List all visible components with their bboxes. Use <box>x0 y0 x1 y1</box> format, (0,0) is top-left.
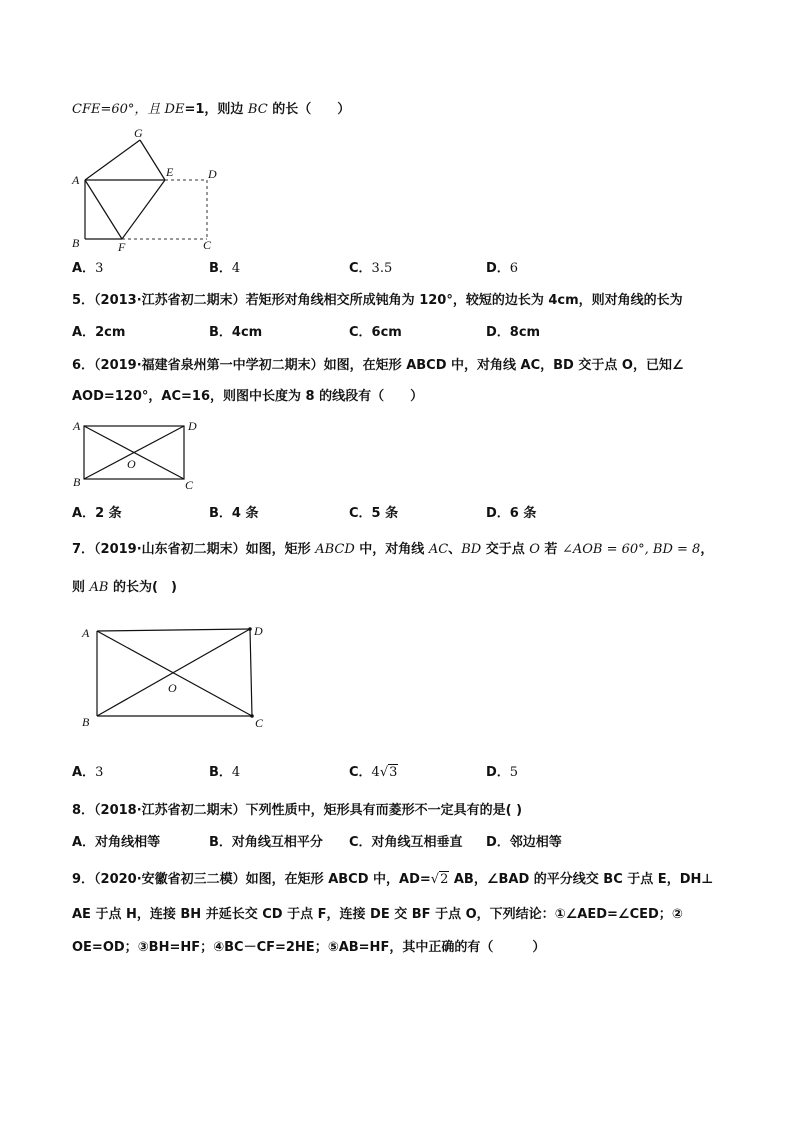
q4-edge-ge <box>140 140 165 180</box>
q4-label-e: E <box>166 165 174 179</box>
q7-option-b <box>209 764 240 782</box>
q7-text: 、 <box>448 542 462 557</box>
option-letter: A． <box>72 325 96 340</box>
q5-stem: 5．（2013·江苏省初二期末）若矩形对角线相交所成钝角为 120°，较短的边长为 4cm，则对角线的长为 <box>72 293 683 308</box>
q6-figure <box>66 414 206 494</box>
sqrt-icon: √3 <box>379 765 398 780</box>
q5-option-b <box>209 324 262 342</box>
q6-option-b <box>209 505 259 523</box>
q9-radicand: 2 <box>440 872 449 887</box>
q5-option-c <box>349 324 402 342</box>
q9-text: AB，∠BAD 的平分线交 BC 于点 E，DH⊥ <box>449 872 714 887</box>
q4-edge-ag <box>85 140 140 180</box>
q7-option-a <box>72 764 103 782</box>
option-letter: D． <box>486 261 510 276</box>
q4-figure <box>60 122 230 252</box>
q8-option-a <box>72 834 160 852</box>
q7-text: 的长为( ) <box>108 580 177 595</box>
option-text: 5 <box>509 765 519 780</box>
q7-label-d: D <box>254 624 263 638</box>
option-text: 5 条 <box>371 506 399 521</box>
q7-text: 则 <box>72 580 90 595</box>
q6-option-d <box>486 505 536 523</box>
q4-stem-part3: 的长（ ） <box>267 102 351 117</box>
q6-label-a: A <box>73 419 81 433</box>
q9-stem-line2: AE 于点 H，连接 BH 并延长交 CD 于点 F，连接 DE 交 BF 于点 O，下列结论：①∠AED=∠CED；② <box>72 907 683 922</box>
q7-stem-line1 <box>72 541 713 559</box>
q6-label-o: O <box>127 457 136 471</box>
q7-text: 7．（2019·山东省初二期末）如图，矩形 <box>72 542 316 557</box>
q4-label-f: F <box>118 240 126 252</box>
q5-option-d <box>486 324 540 342</box>
option-letter: C． <box>349 325 372 340</box>
q7-text: 中，对角线 <box>354 542 429 557</box>
q7-text: ， <box>700 542 714 557</box>
q6-stem-line2: AOD=120°，AC=16，则图中长度为 8 的线段有（ ） <box>72 389 424 404</box>
q4-de: DE <box>164 102 185 117</box>
q4-label-a: A <box>72 173 80 187</box>
option-text: 6cm <box>371 325 402 340</box>
option-text: 3 <box>95 765 104 780</box>
option-text: 8cm <box>509 325 541 340</box>
option-text: 2 条 <box>95 506 122 521</box>
q9-stem-line1 <box>72 871 713 889</box>
option-letter: C． <box>349 261 372 276</box>
option-text: 4 <box>231 261 241 276</box>
option-letter: A． <box>72 765 96 780</box>
option-letter: A． <box>72 261 96 276</box>
q7-edge-dc <box>250 629 252 716</box>
q4-edge-af <box>85 180 122 239</box>
q4-label-d: D <box>208 167 217 181</box>
option-letter: C． <box>349 765 372 780</box>
option-radicand: 3 <box>389 765 398 780</box>
q4-stem-part2: =1，则边 <box>184 102 248 117</box>
q7-math-condition: ∠AOB = 60°, BD = 8 <box>561 542 701 557</box>
q4-label-c: C <box>203 238 212 252</box>
q7-label-b: B <box>82 715 90 729</box>
q6-label-b: B <box>73 475 81 489</box>
option-letter: A． <box>72 506 96 521</box>
q7-text: 交于点 <box>481 542 530 557</box>
option-letter: D． <box>486 506 510 521</box>
q8-option-c <box>349 834 463 852</box>
q4-bc: BC <box>247 102 268 117</box>
option-text: 对角线互相垂直 <box>371 835 463 850</box>
q9-stem-line3: OE=OD；③BH=HF；④BC－CF=2HE；⑤AB=HF，其中正确的有（ ） <box>72 940 546 955</box>
option-text: 4 <box>231 765 241 780</box>
q7-label-a: A <box>82 626 90 640</box>
q7-label-o: O <box>168 681 177 695</box>
q6-label-d: D <box>188 419 197 433</box>
q6-option-a <box>72 505 122 523</box>
option-text: 6 条 <box>509 506 537 521</box>
q7-option-c <box>349 764 398 782</box>
option-letter: D． <box>486 765 510 780</box>
q5-option-a <box>72 324 125 342</box>
q4-stem <box>72 101 350 119</box>
option-text: 3 <box>95 261 104 276</box>
option-text: 4 条 <box>231 506 259 521</box>
option-letter: B． <box>209 835 232 850</box>
q6-option-c <box>349 505 398 523</box>
q4-option-c <box>349 260 392 278</box>
q6-label-c: C <box>185 478 194 492</box>
option-letter: D． <box>486 835 510 850</box>
option-text: 对角线互相平分 <box>231 835 323 850</box>
q7-math-abcd: ABCD <box>315 542 355 557</box>
option-text: 6 <box>509 261 519 276</box>
option-text: 4cm <box>231 325 263 340</box>
q7-math-o: O <box>529 542 540 557</box>
option-text: 3.5 <box>371 261 393 276</box>
q7-math-ac: AC <box>428 542 449 557</box>
option-letter: B． <box>209 261 232 276</box>
q7-text: 若 <box>539 542 562 557</box>
q8-option-b <box>209 834 323 852</box>
q7-option-d <box>486 764 518 782</box>
q8-stem: 8．（2018·江苏省初二期末）下列性质中，矩形具有而菱形不一定具有的是( ) <box>72 803 523 818</box>
q9-text: 9．（2020·安徽省初三二模）如图，在矩形 ABCD 中，AD= <box>72 872 431 887</box>
q7-figure <box>75 618 275 733</box>
q4-label-b: B <box>72 236 80 250</box>
q7-edge-ad <box>97 629 250 631</box>
option-text: 对角线相等 <box>95 835 161 850</box>
q7-label-c: C <box>255 716 264 730</box>
option-text: 2cm <box>95 325 126 340</box>
option-text: 邻边相等 <box>509 835 562 850</box>
option-letter: B． <box>209 506 232 521</box>
sqrt-icon: √2 <box>430 872 449 887</box>
option-letter: C． <box>349 835 372 850</box>
option-letter: A． <box>72 835 96 850</box>
q7-point-d <box>248 627 252 631</box>
q7-stem-line2 <box>72 579 177 597</box>
q4-option-d <box>486 260 518 278</box>
option-letter: D． <box>486 325 510 340</box>
q6-stem-line1: 6．（2019·福建省泉州第一中学初二期末）如图，在矩形 ABCD 中，对角线 AC，BD 交于点 O，已知∠ <box>72 358 684 373</box>
q7-math-ab: AB <box>89 580 109 595</box>
q8-option-d <box>486 834 562 852</box>
q4-stem-part: CFE=60°，且 <box>72 102 165 117</box>
option-letter: B． <box>209 765 232 780</box>
q4-option-a <box>72 260 103 278</box>
q7-math-bd: BD <box>461 542 482 557</box>
q7-point-c <box>250 714 254 718</box>
q4-option-b <box>209 260 240 278</box>
q4-label-g: G <box>134 126 143 140</box>
option-coefficient: 4 <box>371 765 380 780</box>
option-letter: B． <box>209 325 232 340</box>
q4-edge-fe <box>122 180 165 239</box>
option-letter: C． <box>349 506 372 521</box>
